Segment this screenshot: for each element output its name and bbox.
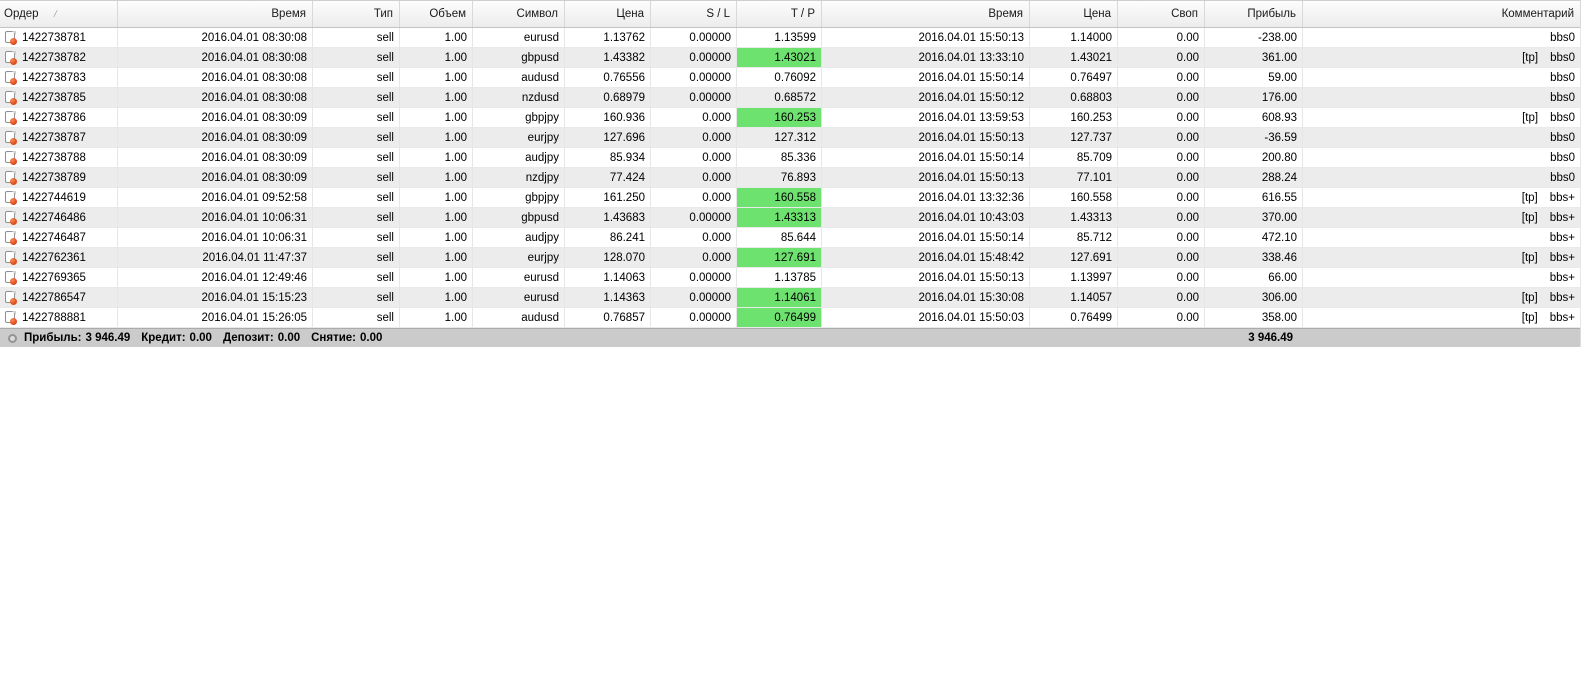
tp-cell: 1.43313 (737, 208, 822, 228)
tp-tag: [tp] (1521, 191, 1538, 204)
symbol-cell: gbpusd (473, 208, 565, 228)
profit-cell: 370.00 (1205, 208, 1303, 228)
order-icon (4, 50, 18, 65)
volume-cell: 1.00 (400, 248, 473, 268)
comment-text: bbs+ (1549, 251, 1575, 264)
sl-cell: 0.00000 (651, 288, 737, 308)
order-icon (4, 130, 18, 145)
close-price-cell: 127.737 (1030, 128, 1118, 148)
order-icon (4, 30, 18, 45)
volume-cell: 1.00 (400, 48, 473, 68)
close-price-cell: 1.43021 (1030, 48, 1118, 68)
tp-tag: [tp] (1521, 311, 1538, 324)
tp-cell: 160.558 (737, 188, 822, 208)
symbol-cell: audjpy (473, 228, 565, 248)
order-cell: 1422786547 (0, 288, 118, 308)
volume-cell: 1.00 (400, 68, 473, 88)
swap-cell: 0.00 (1118, 228, 1205, 248)
swap-cell: 0.00 (1118, 148, 1205, 168)
close-time-cell: 2016.04.01 13:33:10 (822, 48, 1030, 68)
tp-cell: 1.13599 (737, 28, 822, 48)
volume-cell: 1.00 (400, 188, 473, 208)
tp-tag: [tp] (1521, 211, 1538, 224)
order-icon (4, 150, 18, 165)
symbol-cell: eurusd (473, 288, 565, 308)
table-row[interactable] (0, 88, 1580, 108)
symbol-cell: nzdjpy (473, 168, 565, 188)
comment-text: bbs0 (1550, 51, 1575, 64)
summary-withdrawal: Снятие: 0.00 (311, 332, 383, 344)
summary-credit: Кредит: 0.00 (141, 332, 212, 344)
profit-cell: 59.00 (1205, 68, 1303, 88)
symbol-cell: gbpusd (473, 48, 565, 68)
summary-profit: Прибыль: 3 946.49 (24, 332, 131, 344)
close-price-cell: 77.101 (1030, 168, 1118, 188)
swap-cell: 0.00 (1118, 268, 1205, 288)
table-row[interactable] (0, 168, 1580, 188)
open-price-cell: 0.76857 (565, 308, 651, 328)
comment-cell (1303, 188, 1581, 208)
sl-cell: 0.00000 (651, 268, 737, 288)
tp-cell: 1.43021 (737, 48, 822, 68)
order-icon (4, 230, 18, 245)
comment-cell (1303, 308, 1581, 328)
profit-cell: 200.80 (1205, 148, 1303, 168)
sl-cell: 0.000 (651, 188, 737, 208)
comment-cell (1303, 248, 1581, 268)
type-cell: sell (313, 248, 400, 268)
table-row[interactable] (0, 208, 1580, 228)
table-row[interactable] (0, 28, 1580, 48)
column-header-open-price[interactable]: Цена (565, 1, 651, 27)
order-cell: 1422738783 (0, 68, 118, 88)
type-cell: sell (313, 228, 400, 248)
sort-ascending-icon: ∕ (54, 8, 57, 20)
table-row[interactable] (0, 48, 1580, 68)
order-cell: 1422746486 (0, 208, 118, 228)
profit-cell: -36.59 (1205, 128, 1303, 148)
sl-cell: 0.00000 (651, 28, 737, 48)
symbol-cell: eurjpy (473, 128, 565, 148)
order-icon (4, 310, 18, 325)
open-price-cell: 1.14063 (565, 268, 651, 288)
swap-cell: 0.00 (1118, 208, 1205, 228)
comment-text: bbs+ (1549, 211, 1575, 224)
volume-cell: 1.00 (400, 208, 473, 228)
swap-cell: 0.00 (1118, 68, 1205, 88)
profit-cell: 616.55 (1205, 188, 1303, 208)
swap-cell: 0.00 (1118, 28, 1205, 48)
open-time-cell: 2016.04.01 08:30:09 (118, 148, 313, 168)
comment-cell (1303, 168, 1581, 188)
tp-cell: 0.68572 (737, 88, 822, 108)
symbol-cell: eurusd (473, 268, 565, 288)
order-icon (4, 250, 18, 265)
symbol-cell: audusd (473, 308, 565, 328)
order-cell: 1422738788 (0, 148, 118, 168)
close-time-cell: 2016.04.01 15:50:13 (822, 268, 1030, 288)
close-time-cell: 2016.04.01 15:30:08 (822, 288, 1030, 308)
tp-cell: 76.893 (737, 168, 822, 188)
table-body (0, 28, 1580, 328)
volume-cell: 1.00 (400, 108, 473, 128)
order-icon (4, 270, 18, 285)
order-icon (4, 290, 18, 305)
comment-text: bbs0 (1550, 91, 1575, 104)
comment-text: bbs+ (1549, 191, 1575, 204)
symbol-cell: audjpy (473, 148, 565, 168)
comment-cell (1303, 288, 1581, 308)
open-price-cell: 85.934 (565, 148, 651, 168)
type-cell: sell (313, 68, 400, 88)
symbol-cell: gbpjpy (473, 188, 565, 208)
column-header-label: Ордер (4, 8, 39, 20)
close-price-cell: 85.709 (1030, 148, 1118, 168)
comment-cell (1303, 128, 1581, 148)
volume-cell: 1.00 (400, 288, 473, 308)
close-time-cell: 2016.04.01 15:50:13 (822, 28, 1030, 48)
close-time-cell: 2016.04.01 13:32:36 (822, 188, 1030, 208)
order-cell: 1422738786 (0, 108, 118, 128)
open-price-cell: 1.14363 (565, 288, 651, 308)
column-header-open-time[interactable]: Время (118, 1, 313, 27)
profit-cell: 176.00 (1205, 88, 1303, 108)
comment-cell (1303, 148, 1581, 168)
close-price-cell: 1.43313 (1030, 208, 1118, 228)
column-header-comment[interactable]: Комментарий (1303, 1, 1581, 27)
volume-cell: 1.00 (400, 308, 473, 328)
tp-cell: 85.644 (737, 228, 822, 248)
swap-cell: 0.00 (1118, 248, 1205, 268)
summary-deposit: Депозит: 0.00 (222, 332, 301, 344)
type-cell: sell (313, 308, 400, 328)
tp-cell: 0.76092 (737, 68, 822, 88)
volume-cell: 1.00 (400, 168, 473, 188)
balance-circle-icon (8, 334, 17, 343)
close-price-cell: 85.712 (1030, 228, 1118, 248)
close-price-cell: 1.13997 (1030, 268, 1118, 288)
close-price-cell: 160.558 (1030, 188, 1118, 208)
sl-cell: 0.00000 (651, 48, 737, 68)
tp-tag: [tp] (1521, 251, 1538, 264)
comment-cell (1303, 88, 1581, 108)
close-price-cell: 0.76497 (1030, 68, 1118, 88)
volume-cell: 1.00 (400, 88, 473, 108)
comment-cell (1303, 268, 1581, 288)
column-header-symbol[interactable]: Символ (473, 1, 565, 27)
open-time-cell: 2016.04.01 15:26:05 (118, 308, 313, 328)
order-icon (4, 170, 18, 185)
sl-cell: 0.000 (651, 108, 737, 128)
comment-text: bbs0 (1550, 171, 1575, 184)
comment-text: bbs+ (1549, 271, 1575, 284)
swap-cell: 0.00 (1118, 188, 1205, 208)
comment-text: bbs+ (1549, 311, 1575, 324)
volume-cell: 1.00 (400, 128, 473, 148)
tp-cell: 0.76499 (737, 308, 822, 328)
open-price-cell: 1.43683 (565, 208, 651, 228)
close-time-cell: 2016.04.01 15:50:13 (822, 168, 1030, 188)
open-price-cell: 77.424 (565, 168, 651, 188)
tp-cell: 1.14061 (737, 288, 822, 308)
comment-text: bbs+ (1549, 291, 1575, 304)
comment-cell (1303, 208, 1581, 228)
type-cell: sell (313, 288, 400, 308)
swap-cell: 0.00 (1118, 168, 1205, 188)
order-cell: 1422744619 (0, 188, 118, 208)
order-cell: 1422788881 (0, 308, 118, 328)
comment-text: bbs0 (1550, 111, 1575, 124)
sl-cell: 0.000 (651, 148, 737, 168)
open-time-cell: 2016.04.01 08:30:09 (118, 108, 313, 128)
table-row[interactable] (0, 108, 1580, 128)
close-time-cell: 2016.04.01 15:50:03 (822, 308, 1030, 328)
swap-cell: 0.00 (1118, 308, 1205, 328)
open-time-cell: 2016.04.01 10:06:31 (118, 208, 313, 228)
profit-cell: 358.00 (1205, 308, 1303, 328)
open-time-cell: 2016.04.01 08:30:08 (118, 68, 313, 88)
type-cell: sell (313, 128, 400, 148)
tp-tag: [tp] (1522, 111, 1539, 124)
order-cell: 1422738782 (0, 48, 118, 68)
volume-cell: 1.00 (400, 228, 473, 248)
profit-cell: 288.24 (1205, 168, 1303, 188)
type-cell: sell (313, 28, 400, 48)
order-cell: 1422762361 (0, 248, 118, 268)
sl-cell: 0.000 (651, 228, 737, 248)
tp-cell: 127.691 (737, 248, 822, 268)
table-row[interactable] (0, 128, 1580, 148)
column-header-volume[interactable]: Объем (400, 1, 473, 27)
order-icon (4, 190, 18, 205)
order-icon (4, 110, 18, 125)
column-header-order[interactable] (0, 1, 118, 27)
comment-text: bbs0 (1550, 131, 1575, 144)
sl-cell: 0.00000 (651, 68, 737, 88)
open-time-cell: 2016.04.01 09:52:58 (118, 188, 313, 208)
swap-cell: 0.00 (1118, 108, 1205, 128)
close-time-cell: 2016.04.01 10:43:03 (822, 208, 1030, 228)
order-icon (4, 90, 18, 105)
symbol-cell: eurjpy (473, 248, 565, 268)
comment-cell (1303, 228, 1581, 248)
order-icon (4, 210, 18, 225)
open-price-cell: 161.250 (565, 188, 651, 208)
close-price-cell: 0.76499 (1030, 308, 1118, 328)
sl-cell: 0.00000 (651, 208, 737, 228)
close-time-cell: 2016.04.01 15:50:13 (822, 128, 1030, 148)
order-cell: 1422769365 (0, 268, 118, 288)
order-cell: 1422738781 (0, 28, 118, 48)
open-price-cell: 86.241 (565, 228, 651, 248)
volume-cell: 1.00 (400, 148, 473, 168)
profit-cell: 66.00 (1205, 268, 1303, 288)
profit-cell: 338.46 (1205, 248, 1303, 268)
close-time-cell: 2016.04.01 15:50:14 (822, 68, 1030, 88)
type-cell: sell (313, 268, 400, 288)
profit-cell: -238.00 (1205, 28, 1303, 48)
order-cell: 1422738785 (0, 88, 118, 108)
close-time-cell: 2016.04.01 15:50:12 (822, 88, 1030, 108)
comment-cell (1303, 68, 1581, 88)
column-header-close-price[interactable]: Цена (1030, 1, 1118, 27)
order-cell: 1422746487 (0, 228, 118, 248)
order-icon (4, 70, 18, 85)
type-cell: sell (313, 88, 400, 108)
profit-cell: 306.00 (1205, 288, 1303, 308)
type-cell: sell (313, 108, 400, 128)
column-header-profit[interactable]: Прибыль (1205, 1, 1303, 27)
symbol-cell: gbpjpy (473, 108, 565, 128)
table-row[interactable] (0, 68, 1580, 88)
tp-cell: 160.253 (737, 108, 822, 128)
comment-text: bbs0 (1550, 31, 1575, 44)
open-price-cell: 127.696 (565, 128, 651, 148)
symbol-cell: eurusd (473, 28, 565, 48)
sl-cell: 0.00000 (651, 308, 737, 328)
comment-cell (1303, 28, 1581, 48)
table-row[interactable] (0, 228, 1580, 248)
type-cell: sell (313, 188, 400, 208)
profit-cell: 361.00 (1205, 48, 1303, 68)
open-time-cell: 2016.04.01 15:15:23 (118, 288, 313, 308)
swap-cell: 0.00 (1118, 128, 1205, 148)
open-time-cell: 2016.04.01 10:06:31 (118, 228, 313, 248)
open-time-cell: 2016.04.01 08:30:09 (118, 128, 313, 148)
comment-cell (1303, 108, 1581, 128)
column-header-sl[interactable]: S / L (651, 1, 737, 27)
summary-bar (0, 328, 1580, 347)
open-time-cell: 2016.04.01 08:30:09 (118, 168, 313, 188)
tp-cell: 1.13785 (737, 268, 822, 288)
order-cell: 1422738787 (0, 128, 118, 148)
comment-text: bbs0 (1550, 71, 1575, 84)
table-row[interactable] (0, 188, 1580, 208)
column-header-type[interactable]: Тип (313, 1, 400, 27)
volume-cell: 1.00 (400, 28, 473, 48)
close-time-cell: 2016.04.01 15:50:14 (822, 228, 1030, 248)
column-header-tp[interactable]: T / P (737, 1, 822, 27)
symbol-cell: nzdusd (473, 88, 565, 108)
open-time-cell: 2016.04.01 11:47:37 (118, 248, 313, 268)
column-header-close-time[interactable]: Время (822, 1, 1030, 27)
symbol-cell: audusd (473, 68, 565, 88)
close-time-cell: 2016.04.01 15:50:14 (822, 148, 1030, 168)
open-price-cell: 160.936 (565, 108, 651, 128)
sl-cell: 0.00000 (651, 88, 737, 108)
table-row[interactable] (0, 308, 1580, 328)
comment-cell (1303, 48, 1581, 68)
open-price-cell: 0.76556 (565, 68, 651, 88)
close-time-cell: 2016.04.01 13:59:53 (822, 108, 1030, 128)
profit-cell: 472.10 (1205, 228, 1303, 248)
close-price-cell: 1.14000 (1030, 28, 1118, 48)
type-cell: sell (313, 48, 400, 68)
type-cell: sell (313, 208, 400, 228)
swap-cell: 0.00 (1118, 48, 1205, 68)
sl-cell: 0.000 (651, 248, 737, 268)
close-price-cell: 160.253 (1030, 108, 1118, 128)
open-time-cell: 2016.04.01 08:30:08 (118, 28, 313, 48)
sl-cell: 0.000 (651, 128, 737, 148)
open-price-cell: 128.070 (565, 248, 651, 268)
swap-cell: 0.00 (1118, 88, 1205, 108)
profit-cell: 608.93 (1205, 108, 1303, 128)
comment-text: bbs+ (1549, 231, 1575, 244)
open-time-cell: 2016.04.01 08:30:08 (118, 48, 313, 68)
table-header-row (0, 1, 1580, 28)
close-price-cell: 127.691 (1030, 248, 1118, 268)
tp-cell: 85.336 (737, 148, 822, 168)
comment-text: bbs0 (1550, 151, 1575, 164)
order-cell: 1422738789 (0, 168, 118, 188)
sl-cell: 0.000 (651, 168, 737, 188)
summary-total-profit: 3 946.49 (1248, 332, 1293, 344)
open-time-cell: 2016.04.01 12:49:46 (118, 268, 313, 288)
volume-cell: 1.00 (400, 268, 473, 288)
open-price-cell: 0.68979 (565, 88, 651, 108)
tp-tag: [tp] (1521, 291, 1538, 304)
open-price-cell: 1.13762 (565, 28, 651, 48)
swap-cell: 0.00 (1118, 288, 1205, 308)
type-cell: sell (313, 168, 400, 188)
close-time-cell: 2016.04.01 15:48:42 (822, 248, 1030, 268)
table-row[interactable] (0, 248, 1580, 268)
close-price-cell: 1.14057 (1030, 288, 1118, 308)
open-price-cell: 1.43382 (565, 48, 651, 68)
open-time-cell: 2016.04.01 08:30:08 (118, 88, 313, 108)
close-price-cell: 0.68803 (1030, 88, 1118, 108)
table-row[interactable] (0, 148, 1580, 168)
column-header-swap[interactable]: Своп (1118, 1, 1205, 27)
type-cell: sell (313, 148, 400, 168)
table-row[interactable] (0, 288, 1580, 308)
table-row[interactable] (0, 268, 1580, 288)
tp-tag: [tp] (1522, 51, 1539, 64)
tp-cell: 127.312 (737, 128, 822, 148)
